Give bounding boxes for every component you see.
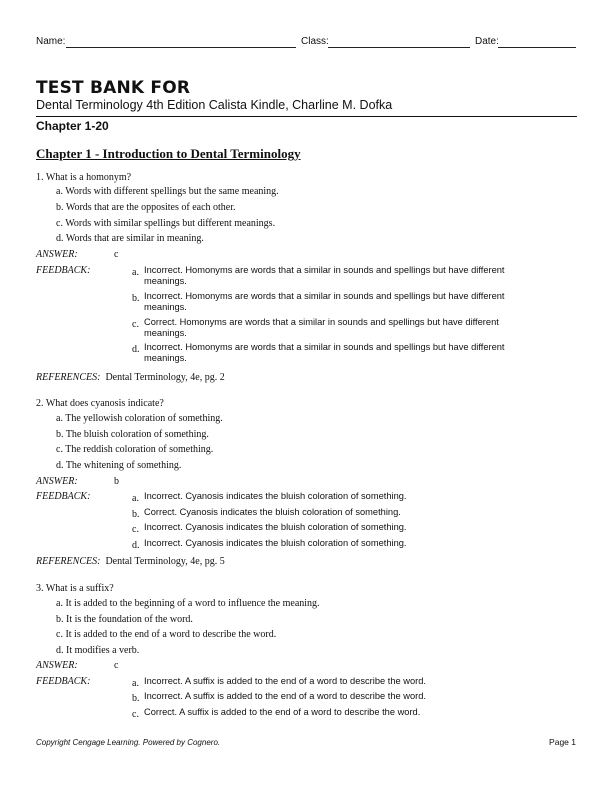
copyright-notice: Copyright Cengage Learning. Powered by Cognero. [36,738,221,747]
feedback-text: Incorrect. Cyanosis indicates the bluish coloration of something. [144,538,407,548]
name-label: Name: [36,36,66,47]
feedback-text: Incorrect. Cyanosis indicates the bluish coloration of something. [144,522,407,532]
feedback-letter: a. [132,267,139,278]
feedback-item [132,291,542,313]
page-number: Page 1 [549,737,576,747]
feedback-item [132,522,542,533]
feedback-item [132,707,542,718]
book-subtitle: Dental Terminology 4th Edition Calista Kindle, Charline M. Dofka [36,98,393,112]
answer-value: c [114,249,119,260]
class-label: Class: [301,36,329,47]
feedback-label: FEEDBACK: [36,676,91,687]
references-label: REFERENCES: [36,372,101,383]
answer-option: c. It is added to the end of a word to describe the word. [56,629,277,640]
feedback-item [132,676,542,687]
feedback-item [132,691,542,702]
name-blank [66,47,296,48]
feedback-letter: b. [132,509,140,520]
feedback-item [132,342,542,364]
feedback-letter: b. [132,693,140,704]
references [36,372,225,383]
answer-label: ANSWER: [36,660,78,671]
feedback-item [132,507,542,518]
feedback-letter: c. [132,524,139,535]
feedback-letter: d. [132,540,140,551]
feedback-text: Incorrect. A suffix is added to the end of a word to describe the word. [144,676,426,686]
student-info-line [36,34,576,50]
question-text: 2. What does cyanosis indicate? [36,398,164,409]
feedback-label: FEEDBACK: [36,265,91,276]
answer-option: a. The yellowish coloration of something. [56,413,223,424]
answer-value: c [114,660,119,671]
feedback-text: Correct. A suffix is added to the end of a word to describe the word. [144,707,421,717]
feedback-letter: a. [132,493,139,504]
question-text: 1. What is a homonym? [36,172,132,183]
answer-option: b. It is the foundation of the word. [56,614,193,625]
answer-option: d. Words that are similar in meaning. [56,233,204,244]
feedback-item [132,538,542,549]
answer-option: c. The reddish coloration of something. [56,444,214,455]
chapter-heading: Chapter 1 - Introduction to Dental Terminology [36,146,301,161]
feedback-letter: d. [132,344,140,355]
feedback-item [132,491,542,502]
feedback-text: Incorrect. Cyanosis indicates the bluish coloration of something. [144,491,407,501]
feedback-text: Incorrect. A suffix is added to the end of a word to describe the word. [144,691,426,701]
answer-option: c. Words with similar spellings but different meanings. [56,218,276,229]
references [36,556,225,567]
feedback-text: Incorrect. Homonyms are words that a similar in sounds and spellings but have different meanings. [144,342,505,363]
feedback-text: Incorrect. Homonyms are words that a similar in sounds and spellings but have different meanings. [144,265,505,286]
class-blank [328,47,470,48]
references-value: Dental Terminology, 4e, pg. 2 [105,372,225,383]
answer-label: ANSWER: [36,476,78,487]
feedback-item [132,317,542,339]
question-text: 3. What is a suffix? [36,583,114,594]
feedback-letter: a. [132,678,139,689]
feedback-text: Correct. Cyanosis indicates the bluish coloration of something. [144,507,401,517]
feedback-letter: b. [132,293,140,304]
feedback-label: FEEDBACK: [36,491,91,502]
date-label: Date: [475,36,499,47]
feedback-text: Correct. Homonyms are words that a similar in sounds and spellings but have different meanings. [144,317,499,338]
answer-option: d. The whitening of something. [56,460,182,471]
date-blank [498,47,576,48]
feedback-letter: c. [132,319,139,330]
test-bank-title: TEST BANK FOR [36,78,191,98]
answer-label: ANSWER: [36,249,78,260]
answer-option: a. Words with different spellings but the same meaning. [56,186,279,197]
answer-option: a. It is added to the beginning of a word to influence the meaning. [56,598,320,609]
feedback-letter: c. [132,709,139,720]
answer-value: b [114,476,119,487]
answer-option: b. The bluish coloration of something. [56,429,209,440]
references-label: REFERENCES: [36,556,101,567]
feedback-text: Incorrect. Homonyms are words that a similar in sounds and spellings but have different meanings. [144,291,505,312]
answer-option: b. Words that are the opposites of each other. [56,202,236,213]
references-value: Dental Terminology, 4e, pg. 5 [105,556,225,567]
feedback-item [132,265,542,287]
title-divider [36,116,577,117]
chapter-range: Chapter 1-20 [36,119,109,133]
answer-option: d. It modifies a verb. [56,645,140,656]
